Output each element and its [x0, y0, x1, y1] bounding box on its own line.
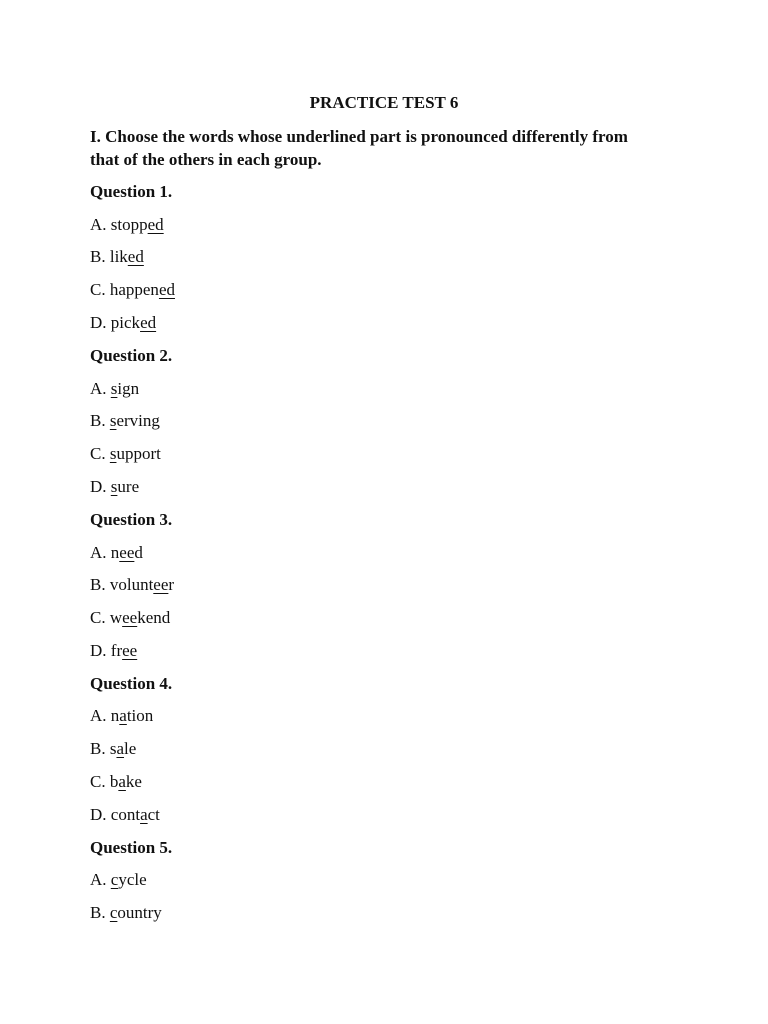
option-text: volunt — [109, 575, 154, 594]
option-prefix: A. — [90, 706, 111, 725]
option-text: r — [168, 575, 175, 594]
option-text: ke — [125, 772, 142, 791]
question-3-option-a — [90, 542, 143, 564]
option-text: w — [109, 608, 123, 627]
option-prefix: D. — [90, 805, 111, 824]
section-instructions — [90, 125, 690, 171]
question-1-option-b — [90, 246, 144, 268]
underlined-part: ee — [153, 575, 169, 594]
option-prefix: B. — [90, 411, 110, 430]
option-text: fr — [110, 641, 123, 660]
option-text: tion — [126, 706, 154, 725]
question-1-option-c — [90, 279, 175, 301]
option-text: kend — [137, 608, 171, 627]
instructions-line-1: I. Choose the words whose underlined part is pronounced differently from — [90, 127, 628, 146]
question-1-option-d — [90, 312, 156, 334]
option-text: ign — [117, 379, 140, 398]
option-prefix: C. — [90, 280, 110, 299]
underlined-part: a — [119, 706, 127, 725]
underlined-part: ee — [122, 608, 138, 627]
question-5-option-b — [90, 902, 162, 924]
question-4-option-c — [90, 771, 142, 793]
option-prefix: A. — [90, 215, 111, 234]
question-2-option-b — [90, 410, 160, 432]
option-text: le — [124, 739, 137, 758]
underlined-part: ed — [147, 215, 164, 234]
question-4-option-d — [90, 804, 160, 826]
option-text: stopp — [110, 215, 148, 234]
option-text: cont — [110, 805, 141, 824]
question-5-heading: Question 5. — [90, 838, 173, 857]
underlined-part: ee — [119, 543, 135, 562]
question-2-option-a — [90, 378, 139, 400]
option-prefix: C. — [90, 444, 110, 463]
underlined-part: c — [110, 870, 119, 889]
option-text: upport — [116, 444, 161, 463]
underlined-part: ed — [158, 280, 175, 299]
underlined-part: a — [116, 739, 125, 758]
option-prefix: B. — [90, 903, 110, 922]
question-3-heading: Question 3. — [90, 510, 173, 529]
question-4-option-a — [90, 705, 153, 727]
question-4-option-b — [90, 738, 136, 760]
option-prefix: D. — [90, 313, 111, 332]
question-2-heading: Question 2. — [90, 346, 173, 365]
option-text: happen — [109, 280, 159, 299]
option-text: erving — [116, 411, 160, 430]
option-text: b — [109, 772, 119, 791]
underlined-part: s — [110, 477, 118, 496]
option-prefix: B. — [90, 575, 110, 594]
underlined-part: ee — [122, 641, 138, 660]
option-prefix: C. — [90, 772, 110, 791]
option-text: d — [134, 543, 143, 562]
underlined-part: s — [110, 379, 118, 398]
option-prefix: B. — [90, 739, 110, 758]
option-prefix: B. — [90, 247, 110, 266]
option-prefix: D. — [90, 477, 111, 496]
question-3-option-c — [90, 607, 170, 629]
underlined-part: s — [109, 444, 117, 463]
option-prefix: A. — [90, 543, 111, 562]
underlined-part: ed — [127, 247, 144, 266]
underlined-part: a — [118, 772, 126, 791]
question-4-heading: Question 4. — [90, 674, 173, 693]
option-text: ountry — [117, 903, 162, 922]
option-prefix: A. — [90, 379, 111, 398]
question-1-heading: Question 1. — [90, 182, 173, 201]
option-text: ct — [147, 805, 160, 824]
option-text: ycle — [118, 870, 147, 889]
question-2-option-c — [90, 443, 161, 465]
option-text: n — [110, 706, 120, 725]
question-5-option-a — [90, 869, 147, 891]
question-2-option-d — [90, 476, 139, 498]
underlined-part: s — [109, 411, 117, 430]
underlined-part: a — [140, 805, 148, 824]
question-1-option-a — [90, 214, 164, 236]
option-prefix: C. — [90, 608, 110, 627]
option-text: ure — [117, 477, 140, 496]
question-3-option-d — [90, 640, 137, 662]
option-text: lik — [109, 247, 128, 266]
option-text: s — [109, 739, 117, 758]
question-3-option-b — [90, 574, 174, 596]
option-text: pick — [110, 313, 141, 332]
option-text: n — [110, 543, 120, 562]
underlined-part: c — [109, 903, 118, 922]
page-title: PRACTICE TEST 6 — [309, 93, 459, 112]
instructions-line-2: that of the others in each group. — [90, 150, 322, 169]
option-prefix: A. — [90, 870, 111, 889]
option-prefix: D. — [90, 641, 111, 660]
underlined-part: ed — [140, 313, 157, 332]
